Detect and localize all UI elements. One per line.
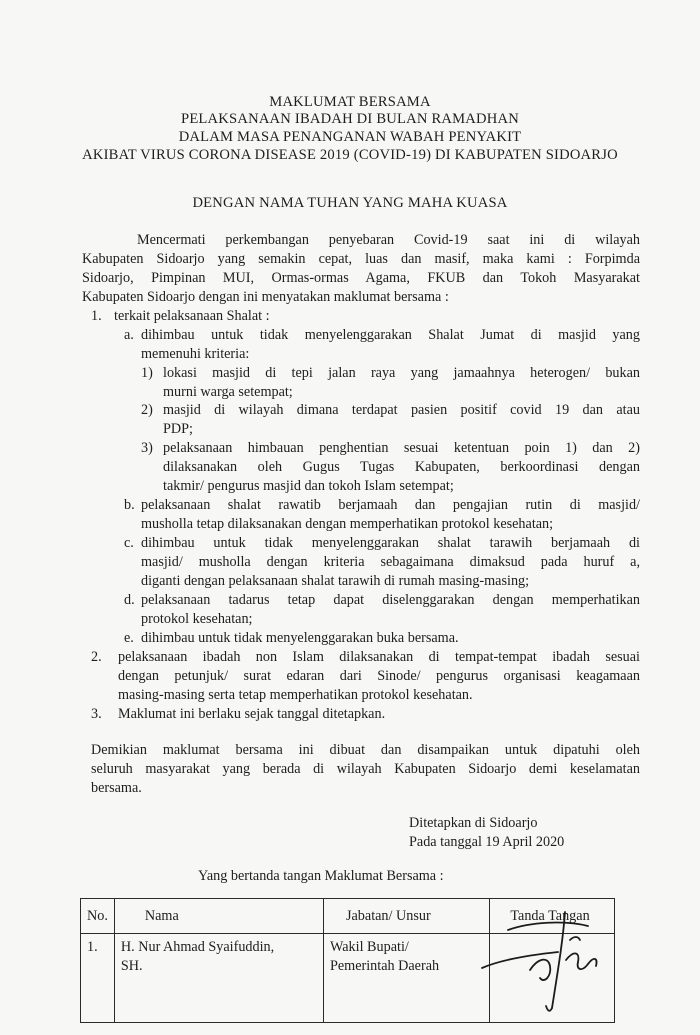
criteria-text: dilaksanakan oleh Gugus Tugas Kabupaten, berkoordinasi dengan <box>163 459 640 475</box>
doc-subtitle-2: DALAM MASA PENANGANAN WABAH PENYAKIT <box>178 129 522 145</box>
sub-text: dihimbau untuk tidak menyelenggarakan shalat tarawih berjamaah di <box>141 535 640 551</box>
item-text: pelaksanaan ibadah non Islam dilaksanakan di tempat-tempat ibadah sesuai <box>118 649 640 665</box>
row-name-line: SH. <box>120 958 143 974</box>
item-text: terkait pelaksanaan Shalat : <box>114 308 270 324</box>
sub-text: pelaksanaan tadarus tetap dapat diselenggarakan dengan memperhatikan <box>141 592 640 608</box>
criteria-label: 1) <box>141 365 153 381</box>
table-header-cell: Tanda Tangan <box>490 899 615 934</box>
sub-label: e. <box>124 630 134 646</box>
item-text: dengan petunjuk/ surat edaran dari Sinode/ pengurus organisasi keagamaan <box>118 668 640 684</box>
signatories-heading: Yang bertanda tangan Maklumat Bersama : <box>198 868 444 884</box>
row-role-line: Wakil Bupati/ <box>329 939 409 955</box>
sub-text: dihimbau untuk tidak menyelenggarakan Shalat Jumat di masjid yang <box>141 327 640 343</box>
row-role <box>323 934 489 1023</box>
sub-text: diganti dengan pelaksanaan shalat tarawih di rumah masing-masing; <box>141 573 530 589</box>
table-header-cell: Jabatan/ Unsur <box>323 899 489 934</box>
date: Pada tanggal 19 April 2020 <box>409 834 565 850</box>
intro-line: Sidoarjo, Pimpinan MUI, Ormas-ormas Agama, FKUB dan Tokoh Masyarakat <box>82 270 640 286</box>
item-text: masing-masing serta tetap memperhatikan protokol kesehatan. <box>118 687 473 703</box>
sub-text: pelaksanaan shalat rawatib berjamaah dan pengajian rutin di masjid/ <box>141 497 640 513</box>
criteria-text: murni warga setempat; <box>163 384 293 400</box>
sub-label: c. <box>124 535 134 551</box>
row-number: 1. <box>81 934 115 1023</box>
doc-title: MAKLUMAT BERSAMA <box>269 94 431 110</box>
criteria-label: 2) <box>141 402 153 418</box>
criteria-text: pelaksanaan himbauan penghentian sesuai ketentuan poin 1) dan 2) <box>163 440 640 456</box>
sub-text: dihimbau untuk tidak menyelenggarakan buka bersama. <box>141 630 459 646</box>
intro-line: Kabupaten Sidoarjo dengan ini menyatakan maklumat bersama : <box>82 289 449 305</box>
doc-subtitle-3: AKIBAT VIRUS CORONA DISEASE 2019 (COVID-19) DI KABUPATEN SIDOARJO <box>82 147 618 163</box>
sub-label: d. <box>124 592 135 608</box>
criteria-text: masjid di wilayah dimana terdapat pasien positif covid 19 dan atau <box>163 402 640 418</box>
table-header-cell: Nama <box>114 899 323 934</box>
intro-line: Kabupaten Sidoarjo yang semakin cepat, luas dan masif, maka kami : Forpimda <box>82 251 640 267</box>
table-header-cell: No. <box>81 899 115 934</box>
sub-label: b. <box>124 497 135 513</box>
item-number: 1. <box>91 308 102 324</box>
sub-text: masjid/ musholla dengan kriteria sebagaimana dimaksud pada huruf a, <box>141 554 640 570</box>
closing-line: bersama. <box>91 780 142 796</box>
row-name <box>114 934 323 1023</box>
sub-text: musholla tetap dilaksanakan dengan memperhatikan protokol kesehatan; <box>141 516 554 532</box>
sub-label: a. <box>124 327 134 343</box>
item-number: 2. <box>91 649 102 665</box>
place: Ditetapkan di Sidoarjo <box>409 815 538 831</box>
closing-line: seluruh masyarakat yang berada di wilayah Kabupaten Sidoarjo demi keselamatan <box>91 761 640 777</box>
criteria-label: 3) <box>141 440 153 456</box>
sub-text: protokol kesehatan; <box>141 611 253 627</box>
row-name-line: H. Nur Ahmad Syaifuddin, <box>120 939 275 955</box>
sub-text: memenuhi kriteria: <box>141 346 250 362</box>
doc-subtitle-1: PELAKSANAAN IBADAH DI BULAN RAMADHAN <box>181 111 519 127</box>
criteria-text: lokasi masjid di tepi jalan raya yang jamaahnya heterogen/ bukan <box>163 365 640 381</box>
invocation: DENGAN NAMA TUHAN YANG MAHA KUASA <box>192 195 508 211</box>
signature-scribble <box>470 900 620 1020</box>
item-text: Maklumat ini berlaku sejak tanggal ditetapkan. <box>118 706 386 722</box>
criteria-text: PDP; <box>163 421 193 437</box>
intro-line: Mencermati perkembangan penyebaran Covid-19 saat ini di wilayah <box>137 232 640 248</box>
criteria-text: takmir/ pengurus masjid dan tokoh Islam setempat; <box>163 478 454 494</box>
item-number: 3. <box>91 706 102 722</box>
row-role-line: Pemerintah Daerah <box>329 958 440 974</box>
closing-line: Demikian maklumat bersama ini dibuat dan disampaikan untuk dipatuhi oleh <box>91 742 640 758</box>
